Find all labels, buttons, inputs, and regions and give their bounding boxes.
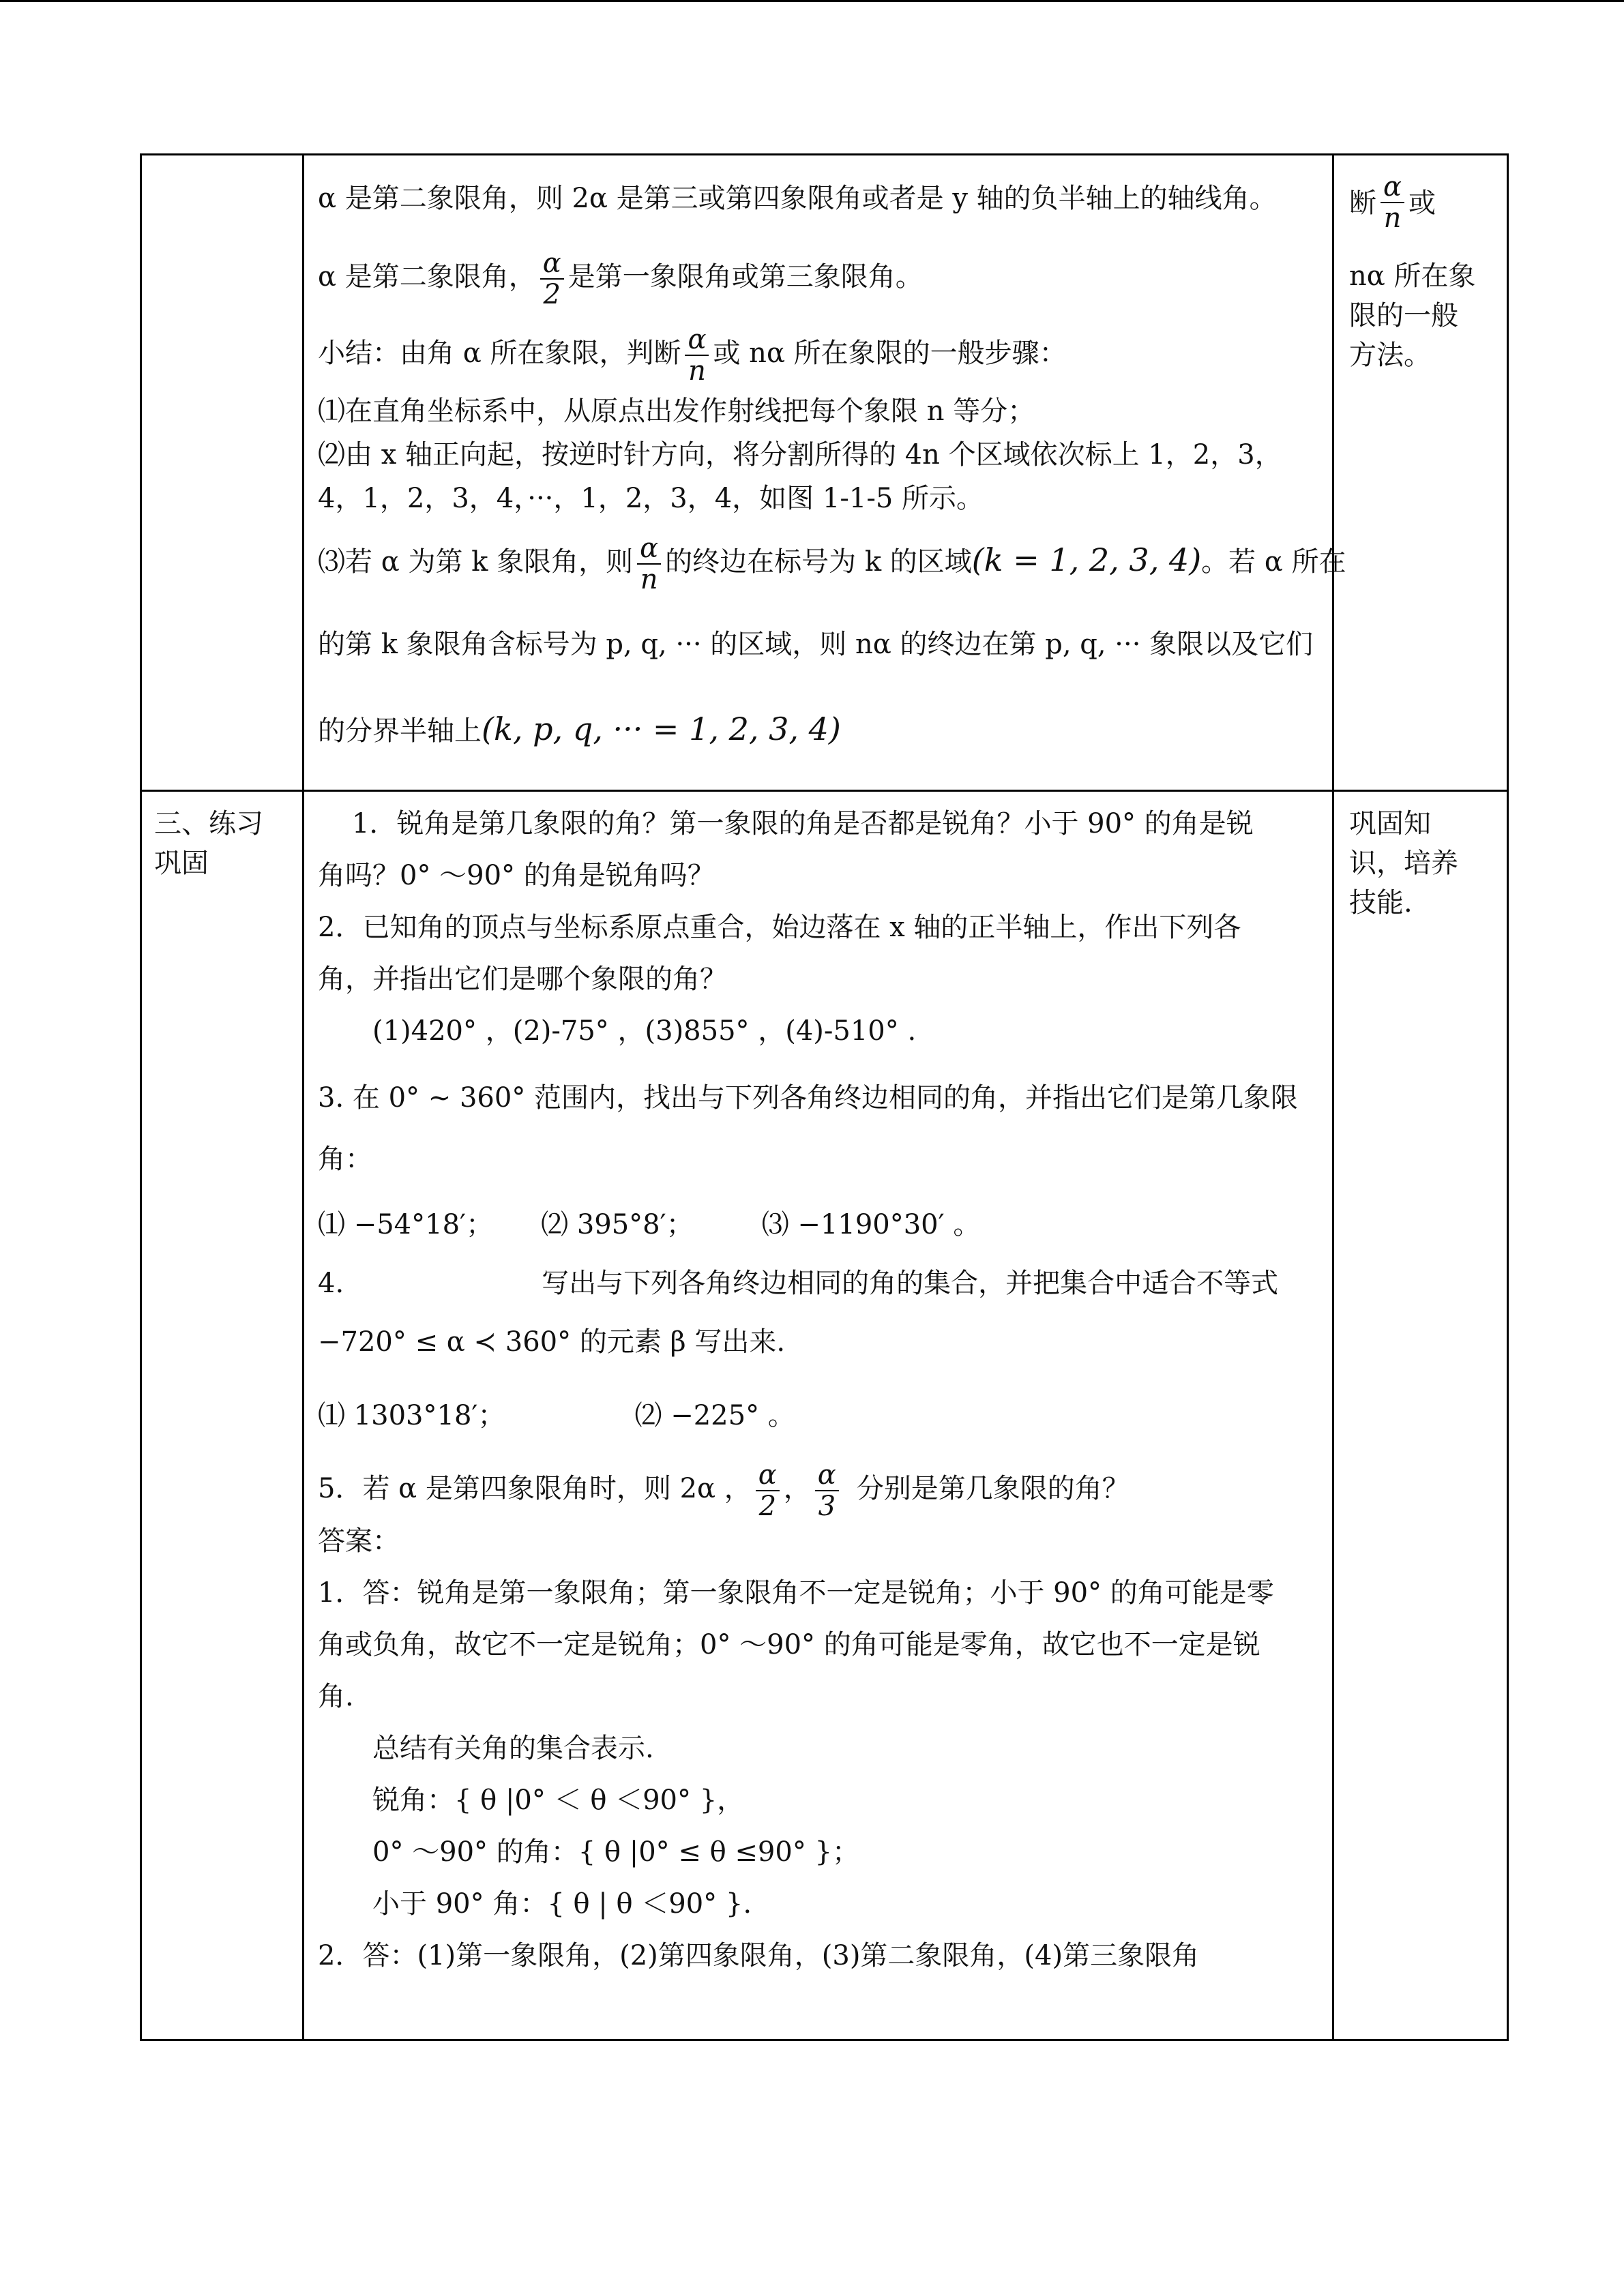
k-range: (k = 1, 2, 3, 4) bbox=[971, 541, 1202, 578]
answer-1-continued: 角或负角，故它不一定是锐角；0° ～90° 的角可能是零角，故它也不一定是锐 bbox=[318, 1629, 1260, 1660]
step-1: ⑴在直角坐标系中，从原点出发作射线把每个象限 n 等分； bbox=[318, 396, 1035, 427]
question-4-continued: −720° ≤ α ≺ 360° 的元素 β 写出来. bbox=[318, 1326, 786, 1358]
summary-line: 小结：由角 α 所在象限，判断 $\frac{\alpha}{n}$ 或 nα 所在象限的一般步骤： bbox=[318, 324, 1067, 387]
step-2: ⑵由 x 轴正向起，按逆时针方向，将分割所得的 4n 个区域依次标上 1，2，3， bbox=[318, 439, 1282, 471]
answer-2: 2．答：(1)第一象限角，(2)第四象限角，(3)第二象限角，(4)第三象限角 bbox=[318, 1940, 1200, 1971]
question-2-continued: 角，并指出它们是哪个象限的角？ bbox=[318, 964, 727, 995]
row2-content-cell bbox=[304, 791, 1333, 2040]
fraction-alpha-over-3: $\frac{\alpha}{3}$ bbox=[815, 1460, 839, 1521]
top-border-line bbox=[0, 0, 1624, 2]
question-2-items: (1)420° ，(2)-75° ，(3)855° ，(4)-510° . bbox=[372, 1015, 917, 1047]
intent-line: 技能. bbox=[1349, 887, 1413, 919]
question-3-continued: 角： bbox=[318, 1144, 372, 1175]
intent-line: 识，培养 bbox=[1349, 848, 1458, 879]
text-line-with-fraction: α 是第二象限角， $\frac{\alpha}{2}$ 是第一象限角或第三象限角。 bbox=[318, 248, 923, 310]
intent-line: nα 所在象 bbox=[1349, 260, 1476, 292]
question-2: 2．已知角的顶点与坐标系原点重合，始边落在 x 轴的正半轴上，作出下列各 bbox=[318, 912, 1241, 943]
text-line: α 是第二象限角，则 2α 是第三或第四象限角或者是 y 轴的负半轴上的轴线角。 bbox=[318, 183, 1277, 214]
row2-intent-cell bbox=[1333, 791, 1508, 2040]
fraction-alpha-over-n: $\frac{\alpha}{n}$ bbox=[1381, 172, 1404, 233]
answer-title: 答案： bbox=[318, 1525, 400, 1557]
stage-label: 三、练习 bbox=[154, 808, 263, 839]
summary-less-90: 小于 90° 角：{ θ | θ ＜90° }. bbox=[372, 1888, 752, 1920]
question-1: 1．锐角是第几象限的角？第一象限的角是否都是锐角？小于 90° 的角是锐 bbox=[352, 808, 1254, 839]
table-row bbox=[141, 791, 1508, 2040]
step-3-end: 的分界半轴上(k, p, q, ··· = 1, 2, 3, 4) bbox=[318, 711, 841, 747]
row1-content-cell bbox=[304, 155, 1346, 791]
intent-line: 限的一般 bbox=[1349, 300, 1458, 331]
row1-stage-cell bbox=[141, 155, 304, 791]
summary-0-90: 0° ～90° 的角：{ θ |0° ≤ θ ≤90° }； bbox=[372, 1836, 859, 1868]
fraction-alpha-over-2: $\frac{\alpha}{2}$ bbox=[540, 248, 564, 310]
summary-acute: 锐角：{ θ |0° ＜ θ ＜90° }， bbox=[372, 1785, 745, 1816]
fraction-alpha-over-n: $\frac{\alpha}{n}$ bbox=[685, 325, 709, 386]
question-3: 3. 在 0° ~ 360° 范围内，找出与下列各角终边相同的角，并指出它们是第几象限 bbox=[318, 1082, 1299, 1114]
step-2-continued: 4，1，2，3，4，···，1，2，3，4，如图 1-1-5 所示。 bbox=[318, 483, 984, 514]
fraction-alpha-over-n: $\frac{\alpha}{n}$ bbox=[637, 533, 661, 595]
table-row bbox=[141, 155, 1508, 791]
question-5: 5．若 α 是第四象限角时，则 2α ， $\frac{\alpha}{2}$ ， $\frac{\alpha}{3}$ 分别是第几象限的角？ bbox=[318, 1459, 1130, 1522]
answer-1: 1．答：锐角是第一象限角；第一象限角不一定是锐角；小于 90° 的角可能是零 bbox=[318, 1577, 1274, 1609]
question-1-continued: 角吗？0° ～90° 的角是锐角吗？ bbox=[318, 860, 715, 891]
intent-line: 断 $\frac{\alpha}{n}$ 或 bbox=[1349, 171, 1436, 234]
k-p-q-range: (k, p, q, ··· = 1, 2, 3, 4) bbox=[482, 711, 841, 747]
row1-intent-cell bbox=[1333, 155, 1508, 791]
intent-line: 巩固知 bbox=[1349, 808, 1431, 839]
lesson-plan-table bbox=[140, 153, 1509, 2041]
question-4: 4. 写出与下列各角终边相同的角的集合，并把集合中适合不等式 bbox=[318, 1268, 1279, 1299]
stage-label: 巩固 bbox=[154, 848, 209, 879]
answer-1-end: 角. bbox=[318, 1681, 354, 1712]
fraction-alpha-over-2: $\frac{\alpha}{2}$ bbox=[756, 1460, 780, 1521]
question-4-items: ⑴ 1303°18′； ⑵ −225° 。 bbox=[318, 1400, 795, 1431]
step-3-continued: 的第 k 象限角含标号为 p, q, ··· 的区域，则 nα 的终边在第 p, q, ··· 象限以及它们 bbox=[318, 629, 1314, 660]
question-3-items: ⑴ −54°18′； ⑵ 395°8′； ⑶ −1190°30′ 。 bbox=[318, 1209, 981, 1240]
intent-line: 方法。 bbox=[1349, 340, 1431, 371]
step-3: ⑶若 α 为第 k 象限角，则 $\frac{\alpha}{n}$ 的终边在标号为 k 的区域(k = 1, 2, 3, 4)。若 α 所在 bbox=[318, 533, 1346, 595]
summary-title: 总结有关角的集合表示. bbox=[372, 1733, 654, 1764]
row2-stage-cell bbox=[141, 791, 304, 2040]
